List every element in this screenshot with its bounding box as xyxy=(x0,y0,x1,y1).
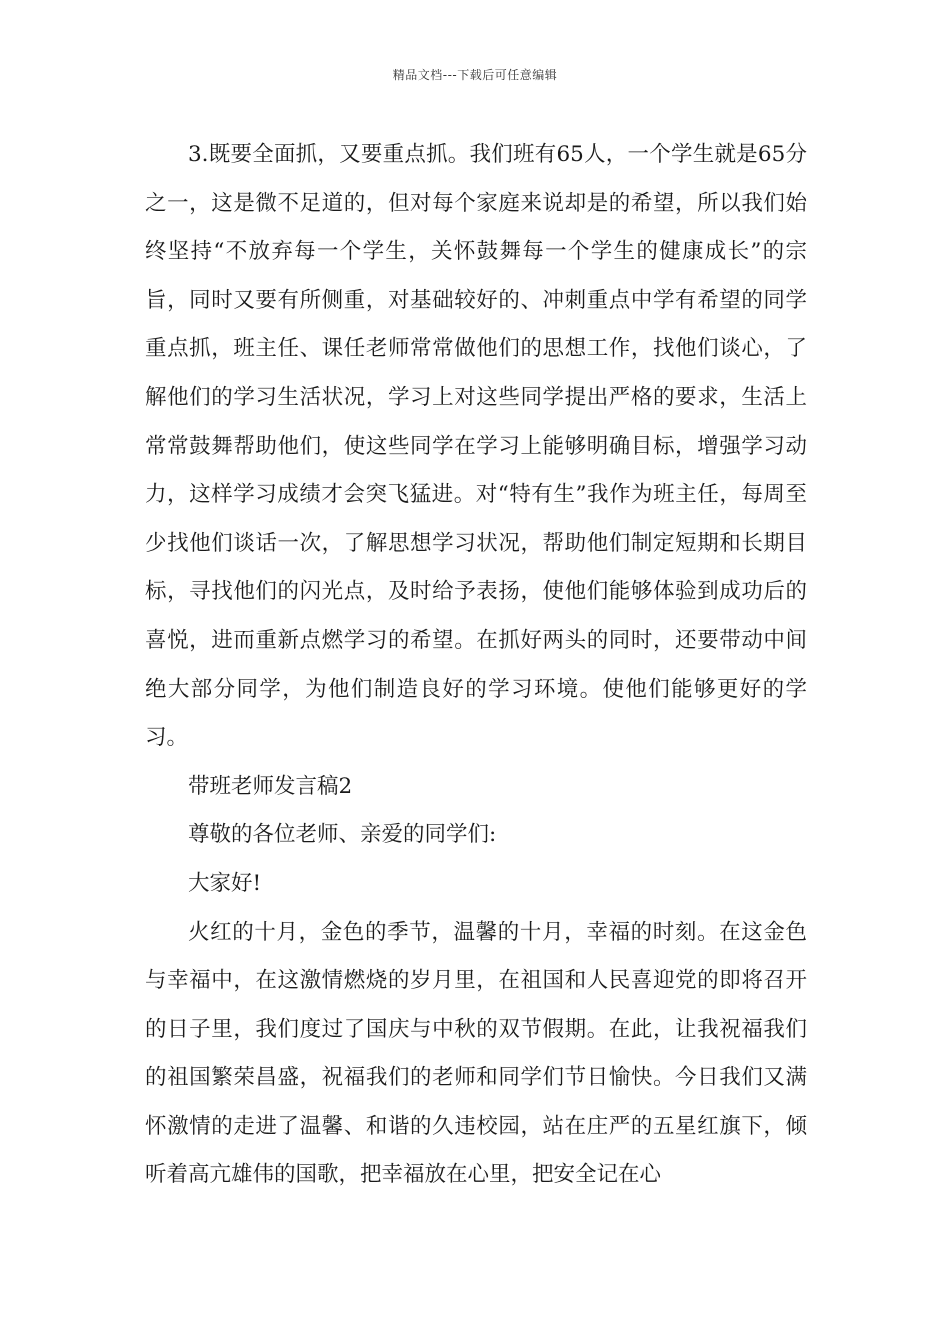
page-header: 精品文档---下载后可任意编辑 xyxy=(392,68,558,82)
paragraph-focus-strategy: 3.既要全面抓，又要重点抓。我们班有65人，一个学生就是65分之一，这是微不足道的，但对每个家庭来说却是的希望，所以我们始终坚持“不放弃每一个学生，关怀鼓舞每一个学生的健康成长”的宗旨，同时又要有所侧重，对基础较好的、冲刺重点中学有希望的同学重点抓，班主任、课任老师常常做他们的思想工作，找他们谈心，了解他们的学习生活状况，学习上对这些同学提出严格的要求，生活上常常鼓舞帮助他们，使这些同学在学习上能够明确目标，增强学习动力，这样学习成绩才会突飞猛进。对“特有生”我作为班主任，每周至少找他们谈话一次，了解思想学习状况，帮助他们制定短期和长期目标，寻找他们的闪光点，及时给予表扬，使他们能够体验到成功后的喜悦，进而重新点燃学习的希望。在抓好两头的同时，还要带动中间绝大部分同学，为他们制造良好的学习环境。使他们能够更好的学习。 xyxy=(145,142,807,751)
section-title: 带班老师发言稿2 xyxy=(188,773,353,799)
paragraph-october-speech: 火红的十月，金色的季节，温馨的十月，幸福的时刻。在这金色与幸福中，在这激情燃烧的岁月里，在祖国和人民喜迎党的即将召开的日子里，我们度过了国庆与中秋的双节假期。在此，让我祝福我们的祖国繁荣昌盛，祝福我们的老师和同学们节日愉快。今日我们又满怀激情的走进了温馨、和谐的久违校园，站在庄严的五星红旗下，倾听着高亢雄伟的国歌，把幸福放在心里，把安全记在心 xyxy=(145,919,807,1188)
document-body xyxy=(145,131,807,1200)
greeting: 大家好! xyxy=(188,870,262,896)
salutation: 尊敬的各位老师、亲爱的同学们: xyxy=(188,822,497,848)
